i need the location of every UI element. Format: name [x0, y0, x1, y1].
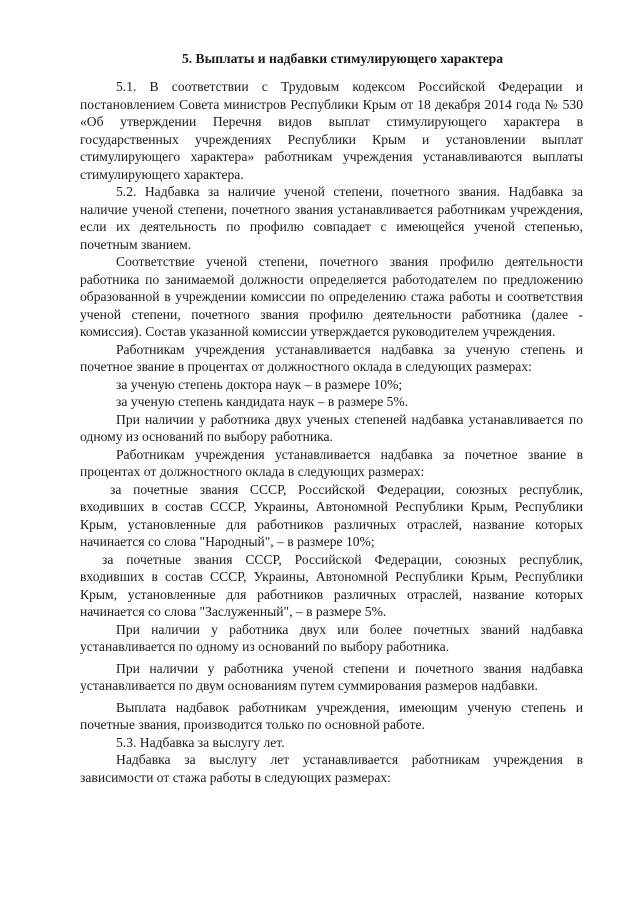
list-item-candidate: за ученую степень кандидата наук – в размере 5%.: [116, 394, 409, 409]
paragraph-degree-and-title: При наличии у работника ученой степени и почетного звания надбавка устанавливается по двум основаниям путем суммирования размеров надбавки.: [80, 660, 583, 693]
paragraph-5-1: 5.1. В соответствии с Трудовым кодексом Российской Федерации и постановлением Совета министров Республики Крым от 18 декабря 2014 года № 530 «Об утверждении Перечня видов выплат стимулирующего характера в государственных учреждениях Республики Крым и установлении выплат стимулирующего характера» работникам учреждения устанавливаются выплаты стимулирующего характера.: [80, 79, 583, 182]
paragraph-two-degrees: При наличии у работника двух ученых степеней надбавка устанавливается по одному из оснований по выбору работника.: [80, 411, 583, 444]
paragraph-main-work: Выплата надбавок работникам учреждения, имеющим ученую степень и почетные звания, производится только по основной работе.: [80, 699, 583, 732]
paragraph-seniority: Надбавка за выслугу лет устанавливается работникам учреждения в зависимости от стажа работы в следующих размерах:: [80, 752, 583, 785]
list-item-zasluzhenny: за почетные звания СССР, Российской Федерации, союзных республик, входивших в состав СССР, Украины, Автономной Республики Крым, Республики Крым, установленные для работников различных отраслей, название которых начинается со слова "Заслуженный", – в размере 5%.: [80, 551, 583, 619]
paragraph-conformity: Соответствие ученой степени, почетного звания профилю деятельности работника по занимаемой должности определяется работодателем по предложению образованной в учреждении комиссии по определению стажа работы и соответствия ученой степени, почетного звания профилю деятельности работника (далее - комиссия). Состав указанной комиссии утверждается руководителем учреждения.: [80, 254, 583, 339]
section-heading: 5. Выплаты и надбавки стимулирующего характера: [181, 51, 504, 66]
paragraph-title-allowance: Работникам учреждения устанавливается надбавка за почетное звание в процентах от должностного оклада в следующих размерах:: [80, 446, 583, 479]
paragraph-two-titles: При наличии у работника двух или более почетных званий надбавка устанавливается по одному из оснований по выбору работника.: [80, 621, 583, 654]
paragraph-5-3: 5.3. Надбавка за выслугу лет.: [116, 734, 285, 750]
paragraph-degree-allowance: Работникам учреждения устанавливается надбавка за ученую степень и почетное звание в процентах от должностного оклада в следующих размерах:: [80, 341, 583, 374]
list-item-narodny: за почетные звания СССР, Российской Федерации, союзных республик, входивших в состав СССР, Украины, Автономной Республики Крым, Республики Крым, установленные для работников различных отраслей, название которых начинается со слова "Народный", – в размере 10%;: [80, 481, 583, 549]
list-item-doctor: за ученую степень доктора наук – в размере 10%;: [116, 376, 403, 392]
paragraph-5-2: 5.2. Надбавка за наличие ученой степени, почетного звания. Надбавка за наличие ученой степени, почетного звания устанавливается работникам учреждения, если их деятельность по профилю совпадает с имеющейся ученой степенью, почетным званием.: [80, 184, 583, 252]
